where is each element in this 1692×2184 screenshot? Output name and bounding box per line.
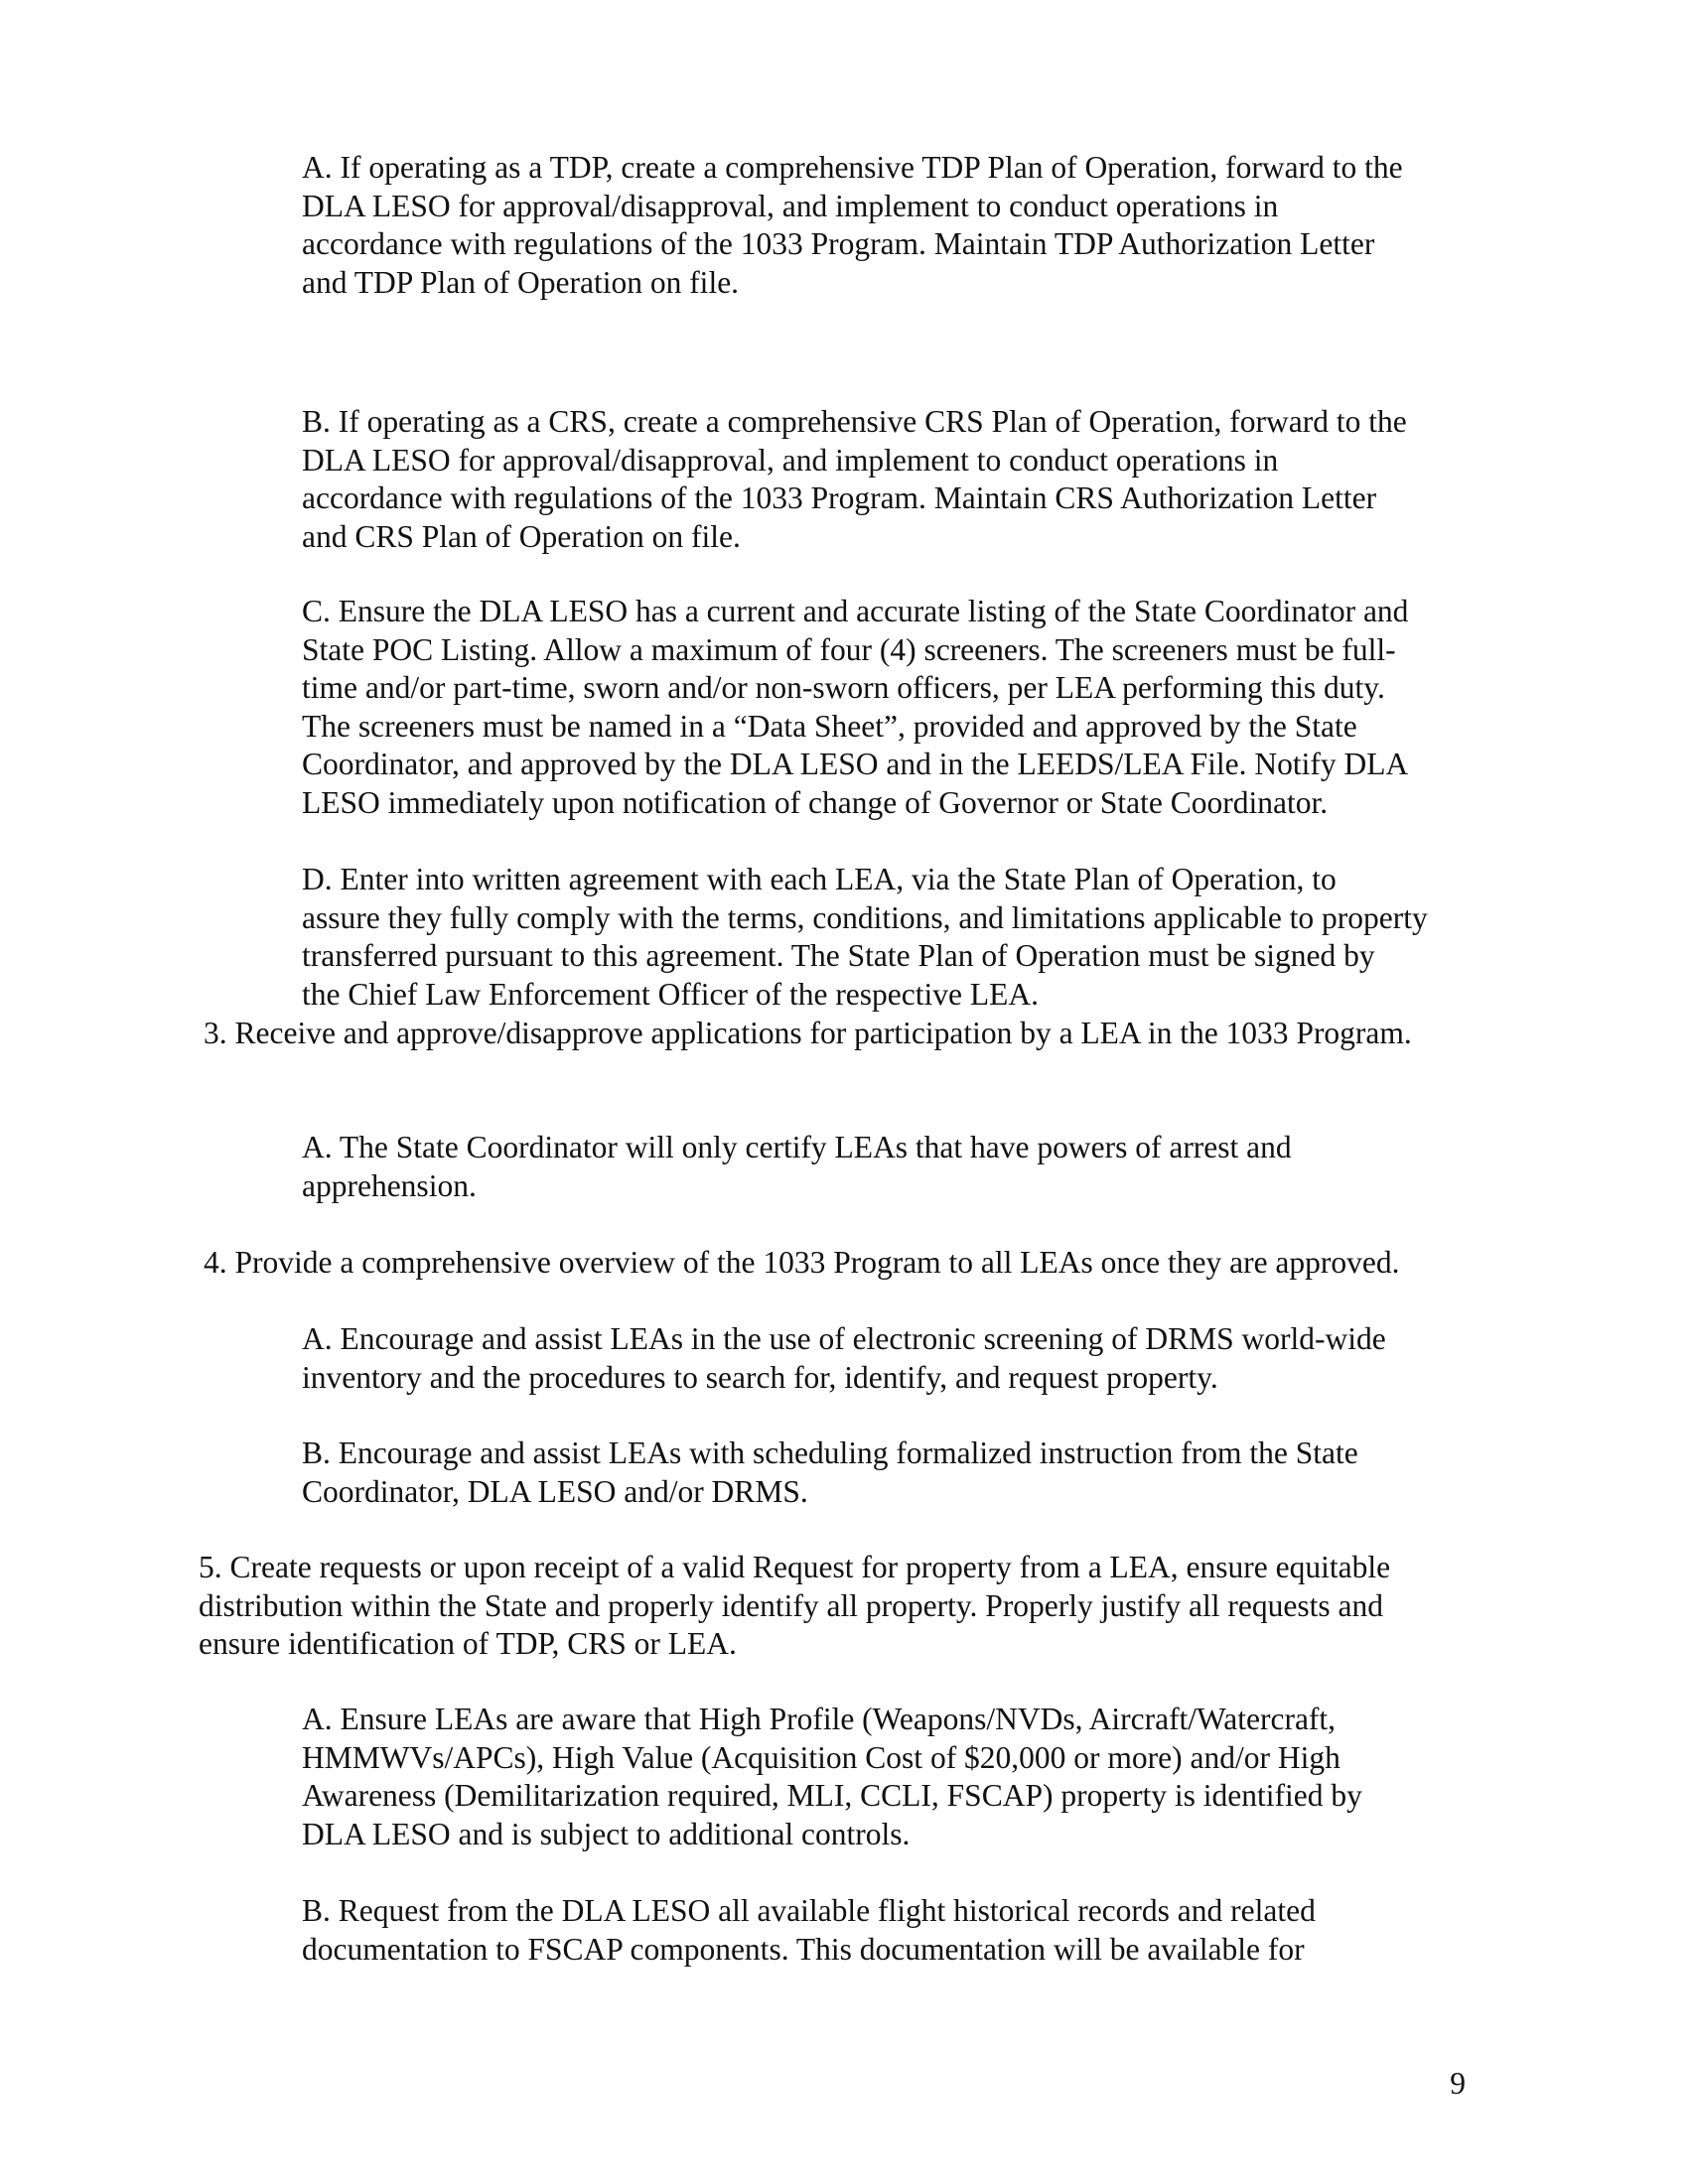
paragraph-4a-electronic-screening: A. Encourage and assist LEAs in the use of electronic screening of DRMS world-wide inventory and the procedures to search for, identify, and request property.	[302, 1321, 1386, 1395]
paragraph-4-overview: 4. Provide a comprehensive overview of the 1033 Program to all LEAs once they are approved.	[204, 1245, 1400, 1280]
paragraph-3a-certify-leas: A. The State Coordinator will only certify LEAs that have powers of arrest and apprehension.	[302, 1130, 1292, 1203]
paragraph-2b-crs-plan: B. If operating as a CRS, create a comprehensive CRS Plan of Operation, forward to the DLA LESO for approval/disapproval, and implement to conduct operations in accordance with regulations of the 1033 Program. Maintain CRS Authorization Letter and CRS Plan of Operation on file.	[302, 404, 1407, 554]
page-number: 9	[1450, 2066, 1466, 2101]
paragraph-2a-tdp-plan: A. If operating as a TDP, create a comprehensive TDP Plan of Operation, forward to the DLA LESO for approval/disapproval, and implement to conduct operations in accordance with regulations of the 1033 Program. Maintain TDP Authorization Letter and TDP Plan of Operation on file.	[302, 150, 1403, 300]
paragraph-2d-written-agreement: D. Enter into written agreement with each LEA, via the State Plan of Operation, to assure they fully comply with the terms, conditions, and limitations applicable to property transferred pursuant to this agreement. The State Plan of Operation must be signed by the Chief Law Enforcement Officer of the respective LEA.	[302, 862, 1428, 1012]
paragraph-5-requests: 5. Create requests or upon receipt of a valid Request for property from a LEA, ensure equitable distribution within the State and properly identify all property. Properly justify all requests and ensure identification of TDP, CRS or LEA.	[199, 1550, 1391, 1661]
paragraph-3-applications: 3. Receive and approve/disapprove applications for participation by a LEA in the 1033 Program.	[204, 1016, 1412, 1050]
paragraph-4b-scheduling-instruction: B. Encourage and assist LEAs with scheduling formalized instruction from the State Coordinator, DLA LESO and/or DRMS.	[302, 1435, 1358, 1509]
paragraph-5b-flight-records: B. Request from the DLA LESO all available flight historical records and related documentation to FSCAP components. This documentation will be available for	[302, 1893, 1316, 1967]
paragraph-5a-high-profile: A. Ensure LEAs are aware that High Profile (Weapons/NVDs, Aircraft/Watercraft, HMMWVs/APCs), High Value (Acquisition Cost of $20,000 or more) and/or High Awareness (Demilitarization required, MLI, CCLI, FSCAP) property is identified by DLA LESO and is subject to additional controls.	[302, 1702, 1362, 1851]
paragraph-2c-leso-listing: C. Ensure the DLA LESO has a current and accurate listing of the State Coordinator and State POC Listing. Allow a maximum of four (4) screeners. The screeners must be full- time and/or part-time, sworn and/or non-sworn officers, per LEA performing this duty. The screeners must be named in a “Data Sheet”, provided and approved by the State Coordinator, and approved by the DLA LESO and in the LEEDS/LEA File. Notify DLA LESO immediately upon notification of change of Governor or State Coordinator.	[302, 594, 1409, 820]
